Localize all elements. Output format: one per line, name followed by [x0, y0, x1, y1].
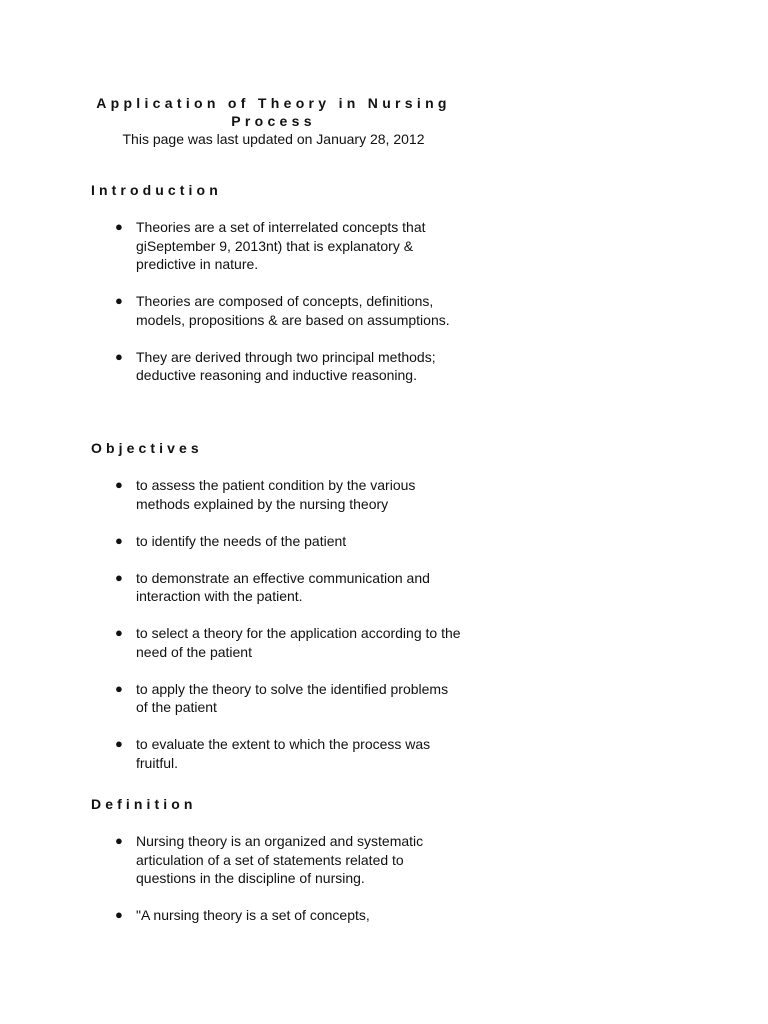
- list-item: [112, 292, 462, 329]
- section-heading-introduction: Introduction: [91, 182, 222, 198]
- list-item-text: to evaluate the extent to which the process was fruitful.: [136, 736, 431, 771]
- title-block: [90, 94, 457, 149]
- list-item-text: to select a theory for the application according to the need of the patient: [136, 625, 461, 660]
- list-item-text: Nursing theory is an organized and systematic articulation of a set of statements related to questions in the discipline of nursing.: [136, 833, 424, 886]
- list-item-text: to assess the patient condition by the various methods explained by the nursing theory: [136, 477, 416, 512]
- list-item: [112, 680, 462, 717]
- definition-list: [112, 832, 462, 925]
- bullet-icon: ●: [115, 293, 123, 308]
- list-item: [112, 476, 462, 513]
- section-heading-objectives: Objectives: [91, 440, 203, 456]
- objectives-list: [112, 476, 462, 772]
- list-item: [112, 624, 462, 661]
- introduction-list: [112, 218, 462, 385]
- bullet-icon: ●: [115, 569, 123, 585]
- bullet-icon: ●: [115, 348, 123, 364]
- section-heading-definition: Definition: [91, 796, 197, 812]
- bullet-icon: ●: [115, 477, 123, 492]
- bullet-icon: ●: [115, 532, 123, 548]
- bullet-icon: ●: [115, 625, 123, 640]
- list-item: [112, 735, 462, 772]
- list-item: [112, 348, 462, 385]
- bullet-icon: ●: [115, 219, 123, 234]
- list-item: [112, 832, 462, 888]
- last-updated-text: This page was last updated on January 28, 2012: [122, 131, 425, 147]
- list-item-text: They are derived through two principal methods; deductive reasoning and inductive reasoning.: [136, 348, 436, 383]
- document-title: Application of Theory in Nursing Process: [96, 95, 451, 129]
- list-item-text: "A nursing theory is a set of concepts,: [136, 907, 370, 923]
- list-item-text: to demonstrate an effective communication and interaction with the patient.: [136, 569, 430, 604]
- list-item-text: to apply the theory to solve the identified problems of the patient: [136, 680, 449, 715]
- list-item: [112, 569, 462, 606]
- bullet-icon: ●: [115, 907, 123, 922]
- list-item-text: to identify the needs of the patient: [136, 532, 347, 549]
- bullet-icon: ●: [115, 833, 123, 848]
- bullet-icon: ●: [115, 680, 123, 696]
- list-item: [112, 532, 462, 551]
- list-item: [112, 218, 462, 274]
- list-item-text: Theories are composed of concepts, definitions, models, propositions & are based on assumptions.: [136, 293, 450, 328]
- list-item-text: Theories are a set of interrelated concepts that giSeptember 9, 2013nt) that is explanatory & predictive in nature.: [136, 219, 426, 272]
- list-item: [112, 906, 462, 925]
- bullet-icon: ●: [115, 736, 123, 751]
